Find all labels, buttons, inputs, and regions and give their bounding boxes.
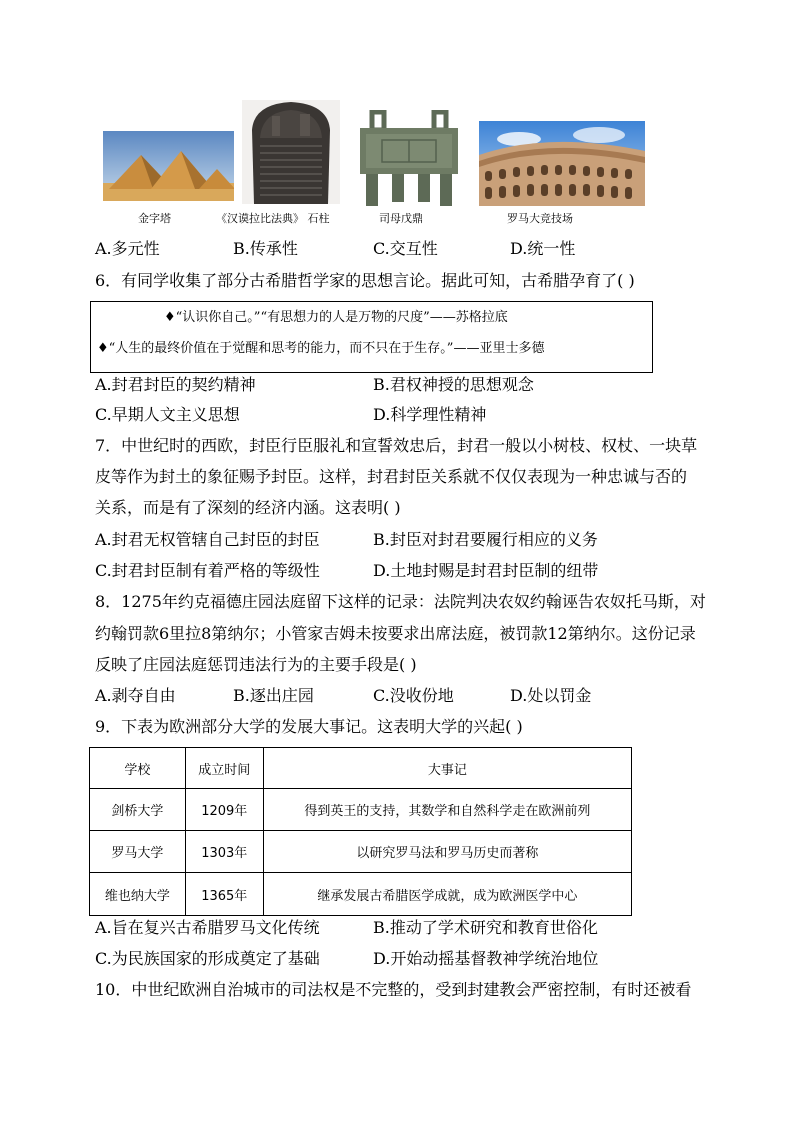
table-cell: 罗马大学 (90, 831, 186, 873)
table-cell: 1365年 (185, 873, 263, 916)
q9-option-a[interactable]: A.旨在复兴古希腊罗马文化传统 (95, 918, 320, 937)
q6-quote-box (90, 301, 653, 373)
q5-option-a[interactable]: A.多元性 (95, 239, 160, 258)
table-header-cell: 大事记 (263, 748, 631, 789)
q8-option-a[interactable]: A.剥夺自由 (95, 686, 176, 705)
q5-option-c[interactable]: C.交互性 (373, 239, 438, 258)
table-cell: 1209年 (185, 789, 263, 831)
q5-option-d[interactable]: D.统一性 (510, 239, 576, 258)
q6-option-a[interactable]: A.封君封臣的契约精神 (95, 375, 256, 394)
q7-option-d[interactable]: D.土地封赐是封君封臣制的纽带 (373, 561, 599, 580)
q8-stem-line-3: 反映了庄园法庭惩罚违法行为的主要手段是( ) (95, 655, 417, 674)
simuwu-ding-image (352, 110, 466, 208)
caption-pyramids: 金字塔 (138, 212, 171, 225)
caption-ding: 司母戊鼎 (379, 212, 423, 225)
table-cell: 得到英王的支持，其数学和自然科学走在欧洲前列 (263, 789, 631, 831)
table-header-cell: 成立时间 (185, 748, 263, 789)
q6-quote-aristotle: ♦“人生的最终价值在于觉醒和思考的能力，而不只在于生存。”——亚里士多德 (97, 341, 545, 356)
q6-option-d[interactable]: D.科学理性精神 (373, 405, 487, 424)
q6-option-c[interactable]: C.早期人文主义思想 (95, 405, 240, 424)
q8-option-c[interactable]: C.没收份地 (373, 686, 454, 705)
table-header-row (90, 748, 632, 789)
table-row (90, 873, 632, 916)
q7-option-a[interactable]: A.封君无权管辖自己封臣的封臣 (95, 530, 320, 549)
q7-stem-line-3: 关系，而是有了深刻的经济内涵。这表明( ) (95, 498, 401, 517)
q5-option-b[interactable]: B.传承性 (233, 239, 298, 258)
pyramids-image (103, 131, 234, 201)
university-table (89, 747, 632, 916)
q7-option-c[interactable]: C.封君封臣制有着严格的等级性 (95, 561, 320, 580)
caption-hammurabi: 《汉谟拉比法典》 石柱 (216, 212, 330, 225)
q10-stem: 10．中世纪欧洲自治城市的司法权是不完整的，受到封建教会严密控制，有时还被看 (95, 980, 692, 999)
q9-stem: 9．下表为欧洲部分大学的发展大事记。这表明大学的兴起( ) (95, 717, 523, 736)
hammurabi-stele-image (242, 100, 340, 204)
q9-option-b[interactable]: B.推动了学术研究和教育世俗化 (373, 918, 598, 937)
table-cell: 继承发展古希腊医学成就，成为欧洲医学中心 (263, 873, 631, 916)
table-row (90, 831, 632, 873)
q6-quote-socrates: ♦“认识你自己。”“有思想力的人是万物的尺度”——苏格拉底 (164, 310, 508, 325)
q8-option-b[interactable]: B.逐出庄园 (233, 686, 314, 705)
table-cell: 维也纳大学 (90, 873, 186, 916)
q8-stem-line-2: 约翰罚款6里拉8第纳尔；小管家吉姆未按要求出席法庭，被罚款12第纳尔。这份记录 (95, 624, 696, 643)
q6-option-b[interactable]: B.君权神授的思想观念 (373, 375, 534, 394)
colosseum-image (479, 121, 645, 206)
q8-stem-line-1: 8．1275年约克福德庄园法庭留下这样的记录：法院判决农奴约翰诬告农奴托马斯，对 (95, 592, 706, 611)
table-cell: 以研究罗马法和罗马历史而著称 (263, 831, 631, 873)
table-cell: 剑桥大学 (90, 789, 186, 831)
table-row (90, 789, 632, 831)
q6-stem: 6．有同学收集了部分古希腊哲学家的思想言论。据此可知，古希腊孕育了( ) (95, 271, 635, 290)
q9-option-d[interactable]: D.开始动摇基督教神学统治地位 (373, 949, 599, 968)
table-header-cell: 学校 (90, 748, 186, 789)
caption-colosseum: 罗马大竞技场 (507, 212, 573, 225)
table-cell: 1303年 (185, 831, 263, 873)
q7-option-b[interactable]: B.封臣对封君要履行相应的义务 (373, 530, 598, 549)
q8-option-d[interactable]: D.处以罚金 (510, 686, 592, 705)
q7-stem-line-2: 皮等作为封土的象征赐予封臣。这样，封君封臣关系就不仅仅表现为一种忠诚与否的 (95, 467, 688, 486)
q7-stem-line-1: 7．中世纪时的西欧，封臣行臣服礼和宣誓效忠后，封君一般以小树枝、权杖、一块草 (95, 436, 698, 455)
q9-option-c[interactable]: C.为民族国家的形成奠定了基础 (95, 949, 320, 968)
